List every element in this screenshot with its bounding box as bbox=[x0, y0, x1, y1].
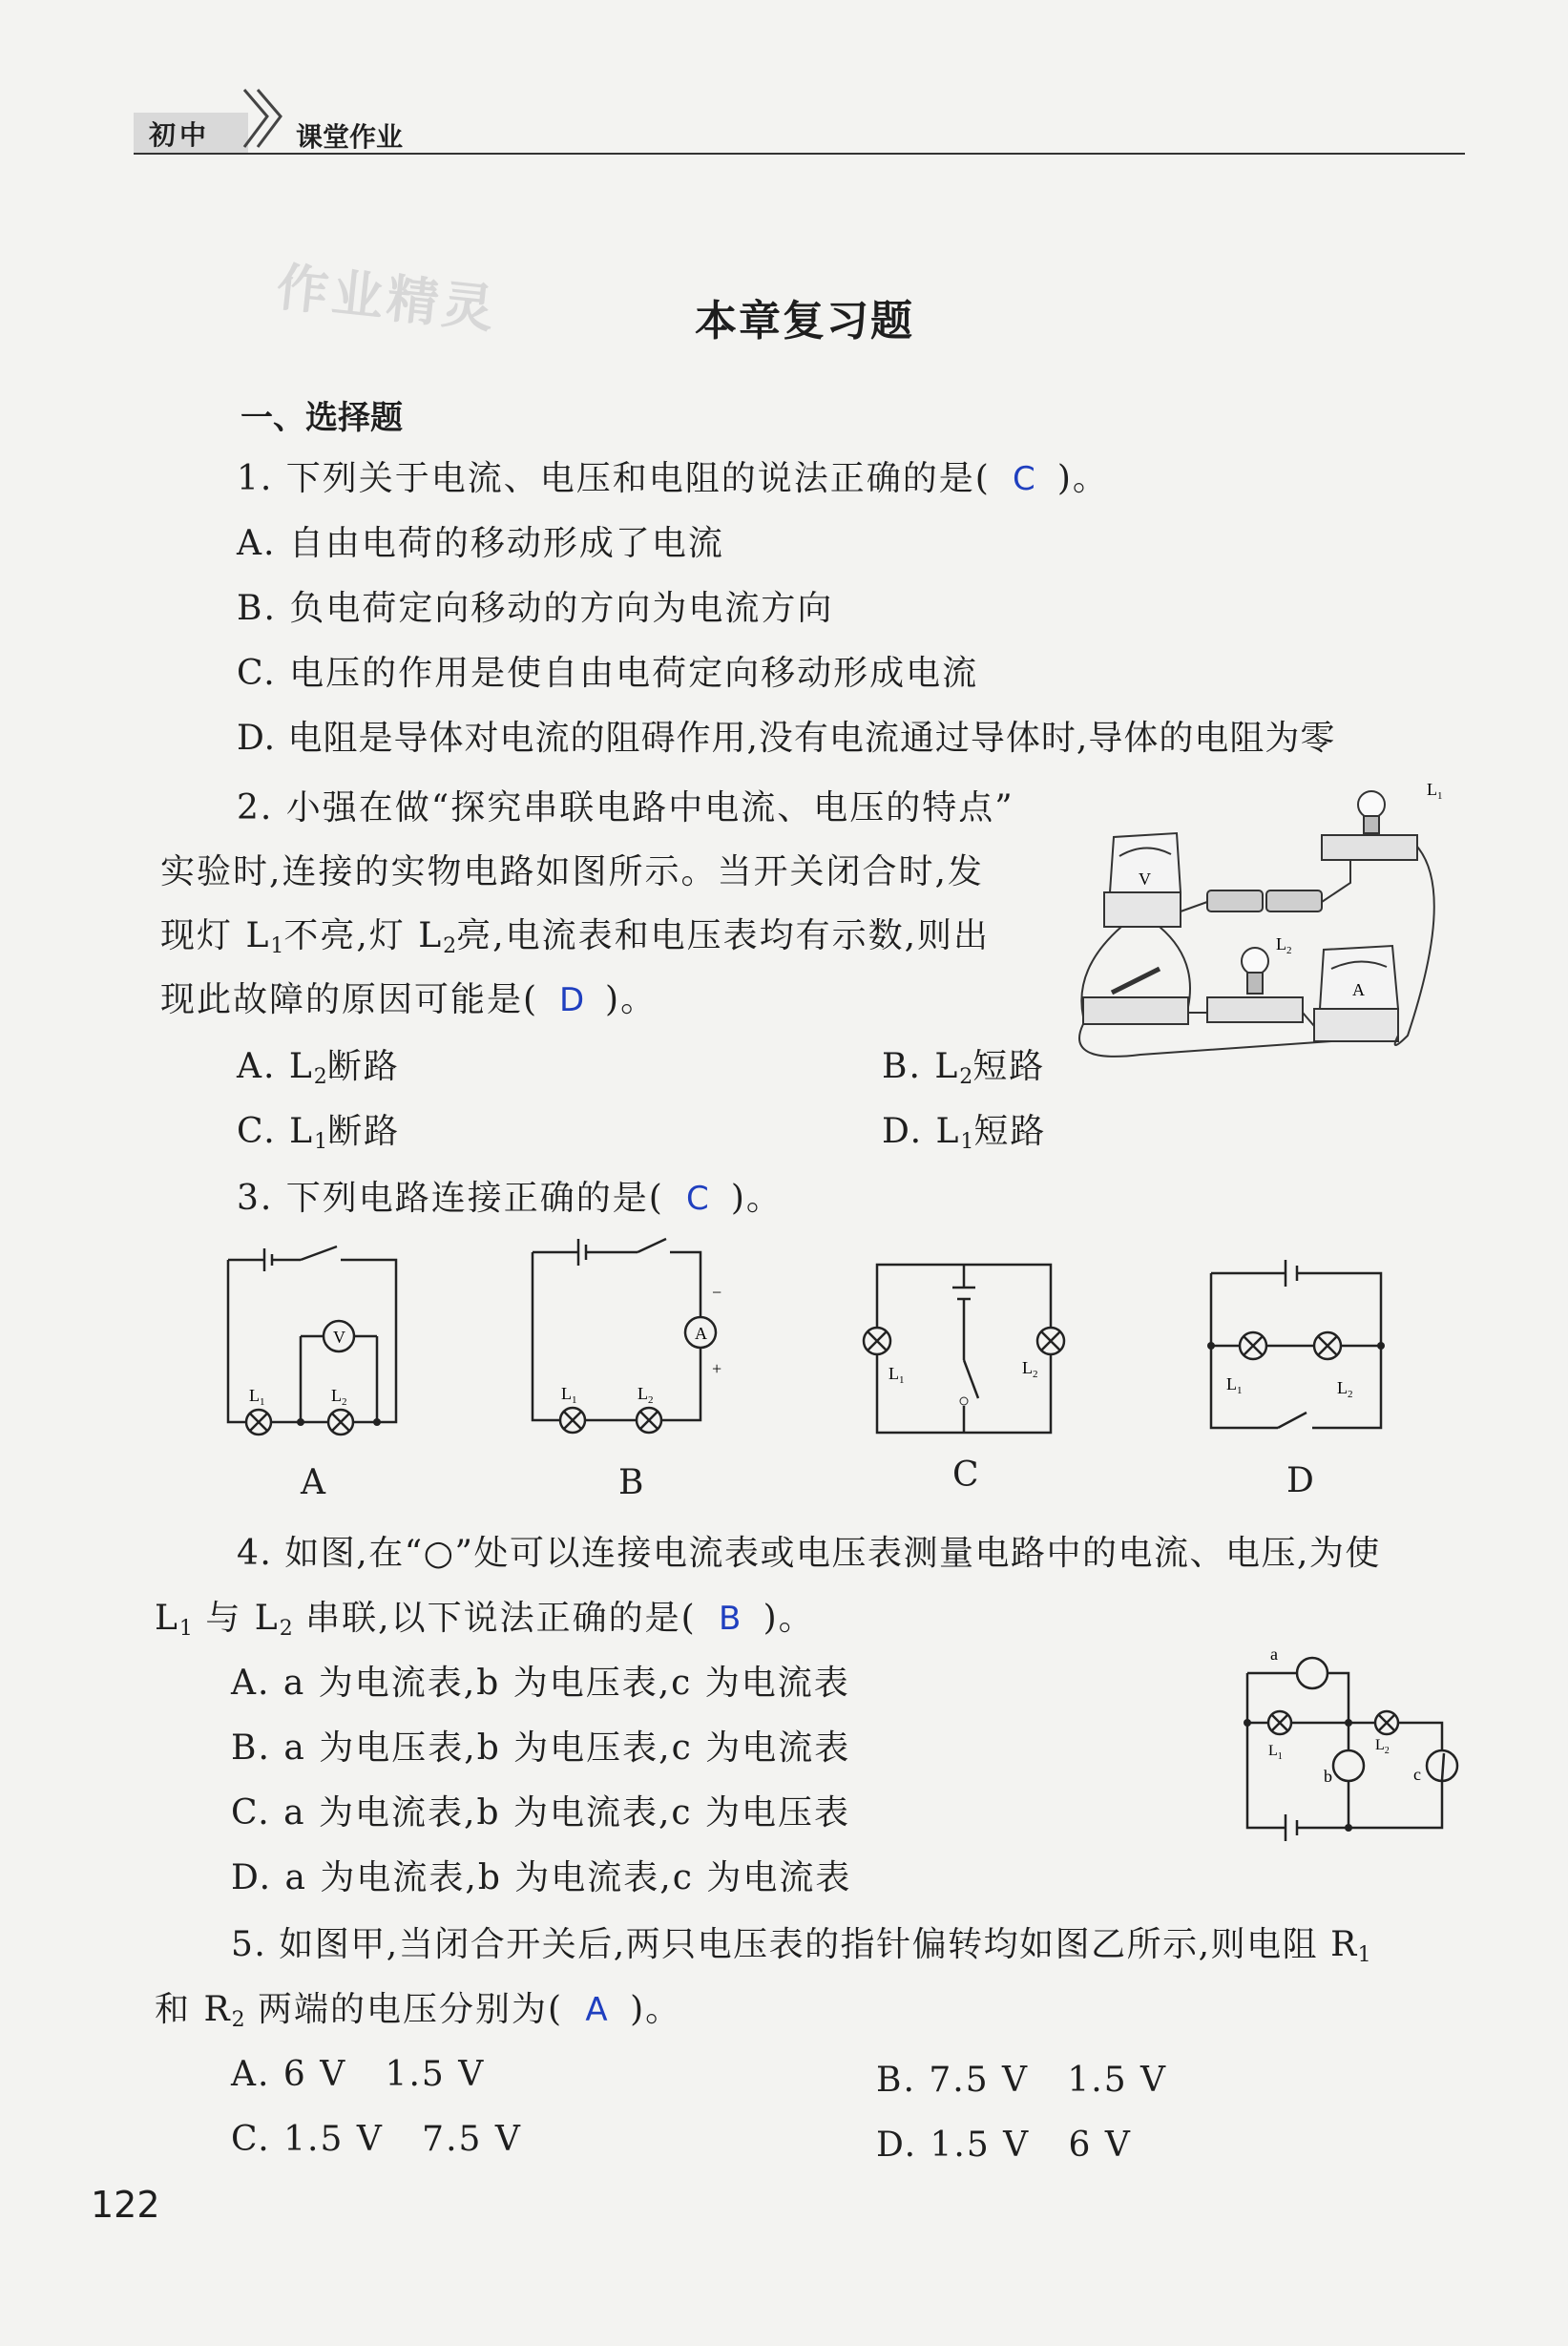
q5-option-a: A. 6 V 1.5 V bbox=[231, 2055, 486, 2094]
battery-2 bbox=[1266, 890, 1322, 911]
q1-option-b: B. 负电荷定向移动的方向为电流方向 bbox=[237, 589, 834, 628]
q2-option-c: C. $L_1$断路 bbox=[237, 1112, 401, 1154]
svg-text:L2: $L_2$ bbox=[1022, 1358, 1038, 1380]
q1-stem: 1. 下列关于电流、电压和电阻的说法正确的是( C )。 bbox=[237, 456, 1109, 502]
q4-option-b: B. a 为电压表,b 为电压表,c 为电流表 bbox=[231, 1728, 851, 1768]
lamp-l2-bulb bbox=[1242, 948, 1268, 974]
lamp-l1-label: $L_1$ bbox=[1427, 780, 1443, 802]
q5-line2: 和 $R_2$ 两端的电压分别为( A )。 bbox=[155, 1987, 681, 2043]
q5-option-c: C. 1.5 V 7.5 V bbox=[231, 2120, 522, 2159]
lamp-l2-board bbox=[1207, 997, 1303, 1022]
q3-label-b: B bbox=[618, 1463, 646, 1502]
svg-text:b: b bbox=[1324, 1767, 1332, 1786]
q5-option-d: D. 1.5 V 6 V bbox=[876, 2126, 1132, 2165]
q1-answer: C bbox=[1012, 460, 1035, 498]
svg-text:a: a bbox=[1270, 1646, 1278, 1664]
header-series: 课堂作业 bbox=[296, 121, 404, 153]
svg-text:L2: $L_2$ bbox=[331, 1386, 347, 1408]
chevron-icon bbox=[239, 84, 286, 153]
q4-option-c: C. a 为电流表,b 为电流表,c 为电压表 bbox=[231, 1793, 851, 1833]
q3-stem: 3. 下列电路连接正确的是( C )。 bbox=[237, 1176, 783, 1222]
svg-text:A: A bbox=[695, 1324, 707, 1343]
q1-option-d: D. 电阻是导体对电流的阻碍作用,没有电流通过导体时,导体的电阻为零 bbox=[237, 719, 1336, 758]
q4-circuit bbox=[1236, 1646, 1465, 1852]
voltmeter-base bbox=[1104, 892, 1181, 927]
q5-answer: A bbox=[585, 1991, 608, 2029]
q2-line3: 现灯 $L_1$不亮,灯 $L_2$亮,电流表和电压表均有示数,则出 bbox=[160, 916, 991, 958]
switch-board bbox=[1083, 997, 1188, 1024]
q4-line2: $L_1$ 与 $L_2$ 串联,以下说法正确的是( B )。 bbox=[155, 1596, 815, 1652]
voltmeter-label: V bbox=[1139, 869, 1151, 889]
header-rule bbox=[134, 153, 1465, 155]
q4-answer: B bbox=[718, 1600, 742, 1638]
svg-text:L2: $L_2$ bbox=[1375, 1737, 1390, 1756]
q2-line4: 现此故障的原因可能是( D )。 bbox=[160, 977, 657, 1023]
q2-physical-circuit bbox=[1064, 778, 1465, 1064]
q3-label-a: A bbox=[301, 1463, 327, 1502]
q1-option-a: A. 自由电荷的移动形成了电流 bbox=[237, 524, 724, 563]
q3-circuit-b bbox=[523, 1231, 733, 1460]
q3-circuit-c bbox=[854, 1246, 1074, 1446]
q2-line2: 实验时,连接的实物电路如图所示。当开关闭合时,发 bbox=[160, 852, 984, 891]
svg-text:+: + bbox=[712, 1359, 722, 1378]
watermark: 作业精灵 bbox=[273, 257, 501, 340]
q3-circuit-d bbox=[1198, 1241, 1398, 1441]
q3-circuit-a bbox=[215, 1231, 415, 1460]
svg-text:L1: $L_1$ bbox=[561, 1384, 577, 1406]
ammeter-base bbox=[1314, 1009, 1398, 1041]
q3-label-c: C bbox=[952, 1456, 981, 1495]
q5-line1: 5. 如图甲,当闭合开关后,两只电压表的指针偏转均如图乙所示,则电阻 $R_1$ bbox=[231, 1925, 1371, 1967]
q4-option-d: D. a 为电流表,b 为电流表,c 为电流表 bbox=[231, 1858, 852, 1897]
section-heading: 一、选择题 bbox=[240, 399, 403, 437]
page-number: 122 bbox=[91, 2184, 160, 2226]
lamp-l1-board bbox=[1322, 835, 1417, 860]
meter-a bbox=[1297, 1658, 1328, 1688]
q2-option-a: A. $L_2$断路 bbox=[237, 1047, 400, 1089]
svg-text:L1: $L_1$ bbox=[1226, 1374, 1243, 1396]
lamp-l2-label: $L_2$ bbox=[1276, 934, 1292, 956]
q2-option-b: B. $L_2$短路 bbox=[882, 1047, 1046, 1089]
svg-text:c: c bbox=[1413, 1765, 1421, 1784]
q1-option-c: C. 电压的作用是使自由电荷定向移动形成电流 bbox=[237, 654, 979, 693]
lamp-l1-bulb bbox=[1358, 791, 1385, 818]
q2-answer: D bbox=[558, 981, 585, 1019]
q2-option-d: D. $L_1$短路 bbox=[882, 1112, 1047, 1154]
q3-answer: C bbox=[685, 1180, 709, 1218]
ammeter-label: A bbox=[1352, 980, 1365, 999]
ammeter-body bbox=[1320, 946, 1398, 1009]
svg-text:L1: $L_1$ bbox=[249, 1386, 265, 1408]
q3-label-d: D bbox=[1286, 1461, 1316, 1500]
svg-text:−: − bbox=[712, 1283, 722, 1302]
battery-1 bbox=[1207, 890, 1263, 911]
svg-text:L1: $L_1$ bbox=[889, 1364, 905, 1386]
svg-text:L1: $L_1$ bbox=[1268, 1743, 1283, 1762]
q4-option-a: A. a 为电流表,b 为电压表,c 为电流表 bbox=[231, 1664, 850, 1703]
svg-text:L2: $L_2$ bbox=[1337, 1378, 1353, 1400]
q4-line1: 4. 如图,在“○”处可以连接电流表或电压表测量电路中的电流、电压,为使 bbox=[237, 1534, 1381, 1573]
meter-b bbox=[1333, 1750, 1364, 1781]
svg-text:V: V bbox=[333, 1328, 345, 1347]
q5-option-b: B. 7.5 V 1.5 V bbox=[876, 2061, 1168, 2100]
page-title: 本章复习题 bbox=[695, 297, 914, 346]
header-level: 初中 bbox=[149, 119, 211, 151]
q2-line1: 2. 小强在做“探究串联电路中电流、电压的特点” bbox=[237, 788, 1014, 827]
svg-text:L2: $L_2$ bbox=[638, 1384, 654, 1406]
